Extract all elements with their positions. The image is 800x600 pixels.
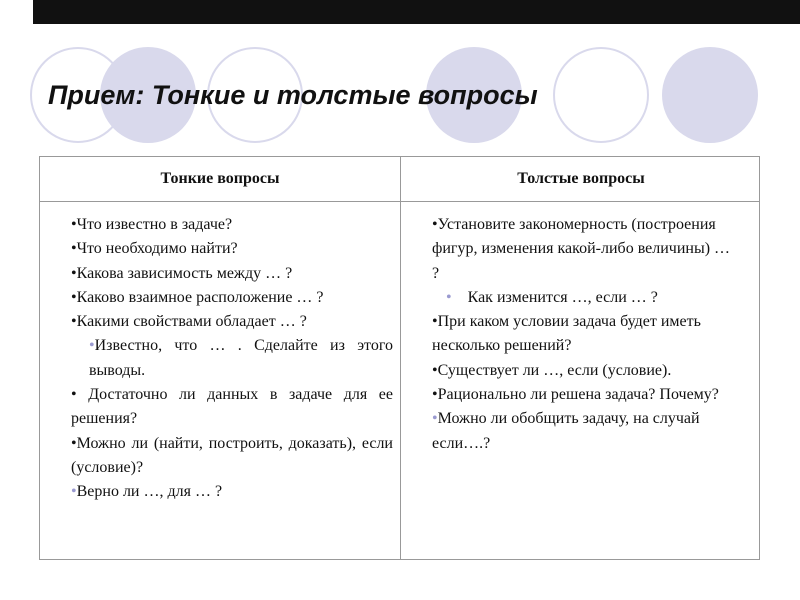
slide-title: Прием: Тонкие и толстые вопросы	[48, 80, 538, 110]
list-item: •Верно ли …, для … ?	[71, 483, 223, 501]
decorative-circle	[553, 47, 649, 143]
list-item: •Существует ли …, если (условие).	[432, 361, 672, 379]
list-item: • Достаточно ли данных в задаче для ее решения?	[71, 386, 393, 428]
header-thick-questions: Толстые вопросы	[517, 170, 645, 187]
thin-questions-list	[71, 213, 393, 505]
list-item: •Можно ли обобщить задачу, на случай если….?	[432, 410, 700, 452]
list-item: •Какова зависимость между … ?	[71, 264, 293, 282]
top-bar	[33, 0, 800, 24]
list-item: •При каком условии задача будет иметь несколько решений?	[432, 313, 701, 355]
questions-table	[39, 156, 760, 560]
list-item: •Каково взаимное расположение … ?	[71, 288, 324, 306]
column-divider	[400, 157, 401, 559]
list-item: •Известно, что … . Сделайте из этого выводы.	[89, 337, 393, 379]
list-item: •Установите закономерность (построения фигур, изменения какой-либо величины) … ?	[432, 216, 731, 282]
list-item: •Можно ли (найти, построить, доказать), если (условие)?	[71, 434, 393, 476]
header-divider	[40, 201, 759, 202]
list-item: • Как изменится …, если … ?	[446, 288, 658, 306]
header-thin-questions: Тонкие вопросы	[160, 170, 280, 187]
list-item: •Рационально ли решена задача? Почему?	[432, 386, 719, 404]
list-item: •Что необходимо найти?	[71, 240, 238, 258]
list-item: •Какими свойствами обладает … ?	[71, 313, 307, 331]
thick-questions-list	[432, 213, 732, 456]
decorative-circle	[662, 47, 758, 143]
list-item: •Что известно в задаче?	[71, 216, 233, 233]
